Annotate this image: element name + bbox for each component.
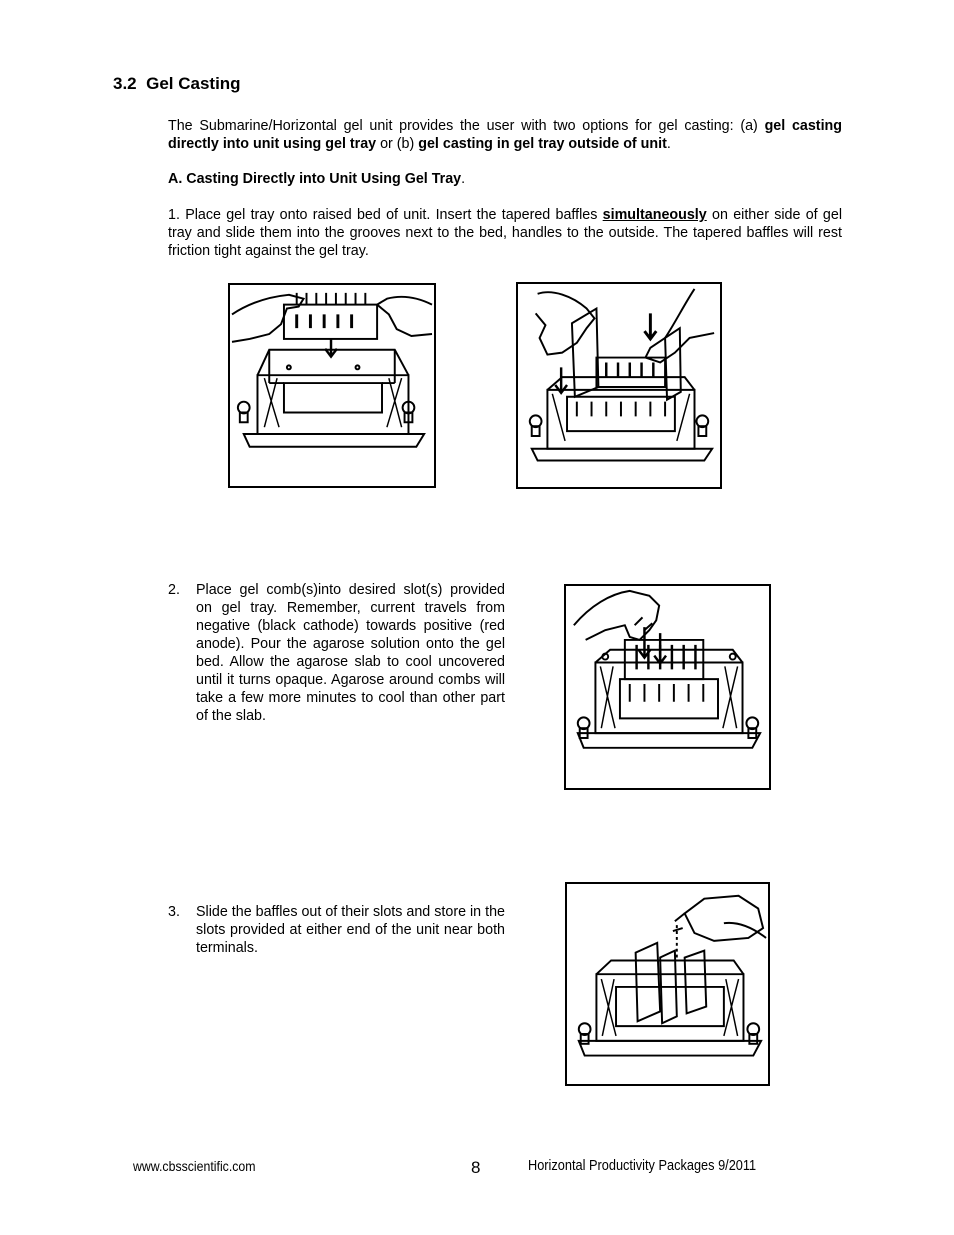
footer-website: www.cbsscientific.com	[133, 1158, 256, 1174]
step-text: Slide the baffles out of their slots and store in the slots provided at either end of the unit near both terminals.	[196, 904, 505, 956]
intro-paragraph: The Submarine/Horizontal gel unit provides the user with two options for gel casting: (a) gel casting directly into unit using gel tray or (b) gel casting in gel tray outside of unit.	[168, 118, 843, 152]
section-heading: 3.2 Gel Casting	[113, 74, 241, 93]
figure-insert-baffles	[516, 282, 722, 489]
step-number: 2.	[168, 582, 180, 598]
page-number: 8	[471, 1158, 481, 1177]
step-1-paragraph: 1. Place gel tray onto raised bed of unit. Insert the tapered baffles simultaneously on either side of gel tray and slide them into the grooves next to the bed, handles to the outside. The tapered baffles will rest friction tight against the gel tray.	[168, 207, 842, 259]
figure-place-gel-tray	[228, 283, 436, 488]
figure-remove-baffles	[565, 882, 770, 1086]
figure-place-comb	[564, 584, 771, 790]
step-number: 3.	[168, 904, 180, 920]
footer-document-title: Horizontal Productivity Packages 9/2011	[528, 1158, 757, 1174]
step-3	[168, 903, 505, 963]
step-text: Place gel comb(s)into desired slot(s) provided on gel tray. Remember, current travels from negative (black cathode) towards positive (red anode). Pour the agarose solution onto the gel bed. Allow the agarose slab to cool uncovered until it turns opaque. Agarose around combs will take a few more minutes to cool than other part of the slab.	[196, 582, 505, 724]
step-2	[168, 581, 505, 751]
subsection-heading: A. Casting Directly into Unit Using Gel Tray.	[168, 171, 466, 187]
